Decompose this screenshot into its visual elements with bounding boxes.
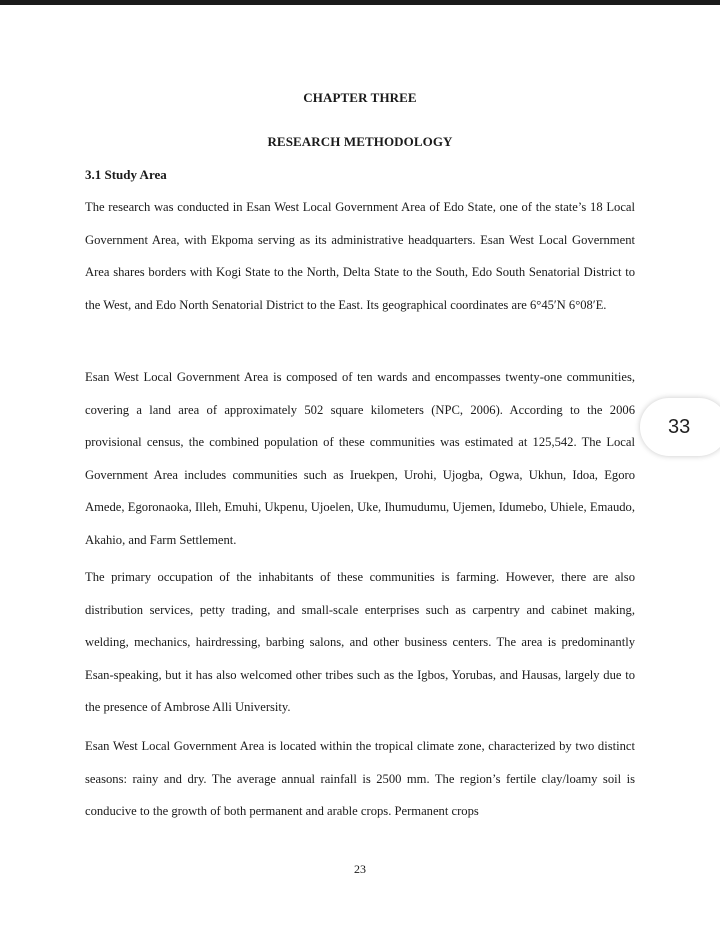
section-title: 3.1 Study Area [85,167,167,182]
paragraph-climate: Esan West Local Government Area is located within the tropical climate zone, characterized by two distinct seasons: rainy and dry. The average annual rainfall is 2500 mm. The region’s fertile clay/loamy soil is conducive to the growth of both permanent and arable crops. Permanent crops [85,739,635,818]
paragraph-wards-communities: Esan West Local Government Area is composed of ten wards and encompasses twenty-one communities, covering a land area of approximately 502 square kilometers (NPC, 2006). According to the 2006 provisional census, the combined population of these communities was estimated at 125,542. The Local Government Area includes communities such as Iruekpen, Urohi, Ujogba, Ogwa, Ukhun, Idoa, Egoro Amede, Egoronaoka, Illeh, Emuhi, Ukpenu, Ujoelen, Uke, Ihumudumu, Ujemen, Idumebo, Uhiele, Emaudo, Akahio, and Farm Settlement. [85,370,635,547]
chapter-title: RESEARCH METHODOLOGY [267,134,453,149]
page-number: 23 [354,862,366,876]
viewer-page-indicator[interactable]: 33 [640,398,720,456]
chapter-heading: CHAPTER THREE [303,90,417,105]
paragraph-study-area-location: The research was conducted in Esan West Local Government Area of Edo State, one of the state’s 18 Local Government Area, with Ekpoma serving as its administrative headquarters. Esan West Local Government Area shares borders with Kogi State to the North, Delta State to the South, Edo South Senatorial District to the West, and Edo North Senatorial District to the East. Its geographical coordinates are 6°45′N 6°08′E. [85,200,635,312]
paragraph-occupation: The primary occupation of the inhabitants of these communities is farming. However, there are also distribution services, petty trading, and small-scale enterprises such as carpentry and cabinet making, welding, mechanics, hairdressing, barbing salons, and other business centers. The area is predominantly Esan-speaking, but it has also welcomed other tribes such as the Igbos, Yorubas, and Hausas, largely due to the presence of Ambrose Alli University. [85,570,635,714]
